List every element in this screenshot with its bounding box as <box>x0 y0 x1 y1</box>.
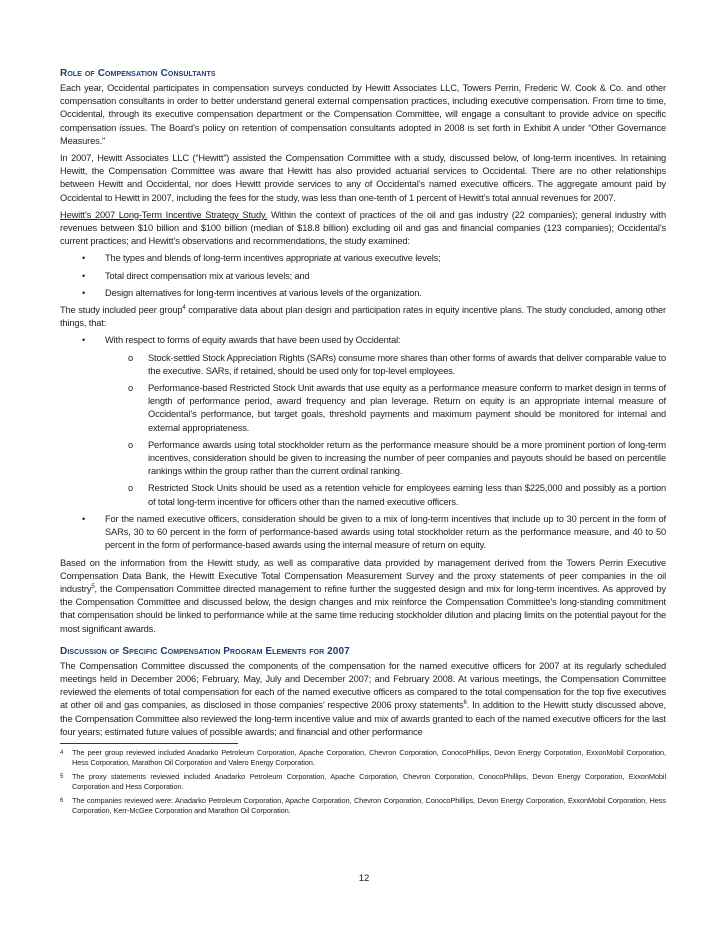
list-item: • With respect to forms of equity awards that have been used by Occidental: <box>60 334 666 347</box>
sub-list-item: o Performance awards using total stockholder return as the performance measure should be a more prominent portion of long-term incentives, consideration should be given to increasing the number of peer companies and payouts should be based on percentile rankings within the group rather than the current ordinal ranking. <box>128 439 666 477</box>
list-item: • For the named executive officers, consideration should be given to a mix of long-term incentives that include up to 30 percent in the form of SARs, 30 to 60 percent in the form of performance-based awards using total stockholder return as the performance measure, and 40 to 50 percent in the form of performance-based awards using the internal measure of return on equity. <box>82 513 666 551</box>
footnote: 6 The companies reviewed were: Anadarko Petroleum Corporation, Apache Corporation, Chevron Corporation, ConocoPhillips, Devon Energy Corporation, ExxonMobil Corporation, Hess Corporation, Kerr-McGee Corporation and Marathon Oil Corporation. <box>60 795 666 816</box>
footnote: 5 The proxy statements reviewed included Anadarko Petroleum Corporation, Apache Corporation, Chevron Corporation, ConocoPhillips, Devon Energy Corporation, ExxonMobil Corporation and Hess Corporation. <box>60 771 666 792</box>
circle-bullet-icon: o <box>128 439 134 450</box>
bullet-icon: • <box>82 335 86 346</box>
paragraph: The study included peer group$^4$ comparative data about plan design and participation rates in equity incentive plans. The study concluded, among other things, that: <box>60 304 666 329</box>
list-item: • Design alternatives for long-term incentives at various levels of the organization. <box>60 287 666 300</box>
list-item: • The types and blends of long-term incentives appropriate at various executive levels; <box>60 252 666 265</box>
page-number: 12 <box>358 873 370 884</box>
paragraph: In 2007, Hewitt Associates LLC (“Hewitt”) assisted the Compensation Committee with a study, discussed below, of long-term incentives. In retaining Hewitt, the Compensation Committee was aware that Hewitt has also provided actuarial services to Occidental. There are no other relationships between Hewitt and Occidental, nor does Hewitt provide services to any of Occidental’s named executive officers. The aggregate amount paid by Occidental to Hewitt in 2007, including the fees for the study, was less than one-tenth of 1 percent of Hewitt’s total annual revenues for 2007. <box>60 153 666 203</box>
paragraph: Based on the information from the Hewitt study, as well as comparative data provided by management derived from the Towers Perrin Executive Compensation Data Bank, the Hewitt Executive Total Compensation Measurement Survey and the proxy statements of peer companies in the oil industry$^5$, the Compensation Committee directed management to refine further the suggested design and mix for long-term incentives. As approved by the Compensation Committee and discussed below, the design changes and mix reinforce the Compensation Committee’s long-standing commitment that compensation should be linked to performance while at the same time reducing stockholder dilution and placing limits on the potential payout for the most significant awards. <box>60 557 666 634</box>
paragraph: Each year, Occidental participates in compensation surveys conducted by Hewitt Associates LLC, Towers Perrin, Frederic W. Cook & Co. and other compensation consultants in order to better understand general external compensation practices, including executive compensation. From time to time, Occidental, through its executive compensation department or the Compensation Committee, will engage a consultant to provide advice on specific compensation issues. The Board’s policy on retention of compensation consultants adopted in 2008 is set forth in Exhibit A under “Other Governance Measures.” <box>60 83 666 146</box>
document-page <box>60 68 666 820</box>
sub-list-item: o Restricted Stock Units should be used as a retention vehicle for employees earning less than $225,000 and possibly as a portion of total long-term incentive for officers other than the named executive officers. <box>128 483 666 507</box>
bullet-icon: • <box>82 253 86 264</box>
sub-list-item: o Performance-based Restricted Stock Unit awards that use equity as a performance measure conform to market design in terms of length of performance period, award frequency and plan leverage. Return on equity is an appropriate internal measure of Occidental’s performance, but target goals, threshold payments and maximum payment should be monitored for internal and external appropriateness. <box>128 383 666 433</box>
footnote-ref: 4 <box>182 304 186 311</box>
sub-list-item: o Stock-settled Stock Appreciation Rights (SARs) consume more shares than other forms of awards that deliver comparable value to the executive. SARs, if retained, should be used only for top-level employees. <box>128 352 666 376</box>
bullet-icon: • <box>82 287 86 298</box>
paragraph: The Compensation Committee discussed the components of the compensation for the named executive officers for 2007 at its regularly scheduled meetings held in December 2006; February, May, July and December 2007; and February 2008. At various meetings, the Compensation Committee reviewed the elements of total compensation for each of the named executive officers as compared to the total compensation for the top five executives at other oil and gas companies, as disclosed in those companies’ respective 2006 proxy statements$^6$. In addition to the Hewitt study discussed above, the Compensation Committee also reviewed the long-term incentive value and mix of awards granted to each of the named executive officers for the last four years; estimated future values of possible awards; and financial and other performance <box>60 660 666 737</box>
conclusions-list <box>60 334 666 552</box>
bullet-icon: • <box>82 513 86 524</box>
study-title: Hewitt’s 2007 Long-Term Incentive Strategy Study. <box>60 209 268 220</box>
paragraph: Hewitt’s 2007 Long-Term Incentive Strategy Study. Within the context of practices of the oil and gas industry (22 companies); general industry with revenues between $10 billion and $100 billion (median of $18.8 billion) excluding oil and gas and financial companies (123 companies); Occidental’s current practices; and Hewitt’s observations and recommendations, the study examined: <box>60 209 666 247</box>
footnote-ref: 5 <box>91 583 95 590</box>
section-heading-program-elements: Discussion of Specific Compensation Program Elements for 2007 <box>60 645 350 657</box>
examined-list <box>60 252 666 300</box>
circle-bullet-icon: o <box>128 352 134 363</box>
list-item: • Total direct compensation mix at various levels; and <box>60 270 666 283</box>
footnote: 4 The peer group reviewed included Anadarko Petroleum Corporation, Apache Corporation, Chevron Corporation, ConocoPhillips, Devon Energy Corporation, ExxonMobil Corporation, Hess Corporation, Marathon Oil Corporation and Valero Energy Corporation. <box>60 747 666 768</box>
footnote-divider <box>60 743 238 744</box>
section-heading-consultants: Role of Compensation Consultants <box>60 68 216 79</box>
footnote-ref: 6 <box>463 700 467 707</box>
bullet-icon: • <box>82 270 86 281</box>
circle-bullet-icon: o <box>128 383 134 394</box>
circle-bullet-icon: o <box>128 483 134 494</box>
